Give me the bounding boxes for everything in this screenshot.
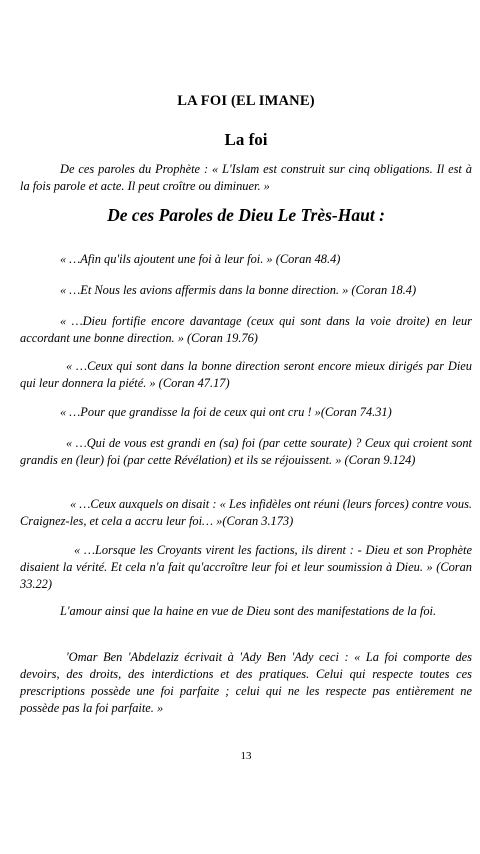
quote-paragraph-8: « …Lorsque les Croyants virent les factions, ils dirent : - Dieu et son Prophète disaient la vérité. Et cela n'a fait qu'accroître leur foi et leur soumission à Dieu. » (Coran 33.22): [20, 543, 472, 591]
quote-paragraph-1: « …Afin qu'ils ajoutent une foi à leur foi. » (Coran 48.4): [60, 252, 341, 266]
document-page: [20, 0, 472, 854]
page-number: 13: [240, 750, 252, 762]
page-title: LA FOI (EL IMANE): [177, 93, 315, 109]
quote-paragraph-4: « …Ceux qui sont dans la bonne direction seront encore mieux dirigés par Dieu qui leur donnera la piété. » (Coran 47.17): [20, 359, 472, 390]
closing-paragraph-2: 'Omar Ben 'Abdelaziz écrivait à 'Ady Ben 'Ady ceci : « La foi comporte des devoirs, des droits, des interdictions et des pratiques. Celui qui respecte toutes ces prescriptions possède une foi parfaite ; celui qui ne les respecte pas entièrement ne possède pas la foi parfaite. »: [20, 650, 472, 715]
page-subtitle: La foi: [224, 130, 268, 149]
intro-paragraph: De ces paroles du Prophète : « L'Islam est construit sur cinq obligations. Il est à la fois parole et acte. Il peut croître ou diminuer. »: [20, 162, 472, 193]
quote-paragraph-2: « …Et Nous les avions affermis dans la bonne direction. » (Coran 18.4): [60, 283, 417, 297]
quote-paragraph-6: « …Qui de vous est grandi en (sa) foi (par cette sourate) ? Ceux qui croient sont grandis en (leur) foi (par cette Révélation) et ils se réjouissent. » (Coran 9.124): [20, 436, 472, 467]
quote-paragraph-7: « …Ceux auxquels on disait : « Les infidèles ont réuni (leurs forces) contre vous. Craignez-les, et cela a accru leur foi… »(Coran 3.173): [20, 497, 472, 528]
quote-paragraph-5: « …Pour que grandisse la foi de ceux qui ont cru ! »(Coran 74.31): [60, 405, 392, 419]
closing-paragraph-1: L'amour ainsi que la haine en vue de Dieu sont des manifestations de la foi.: [60, 604, 437, 618]
quote-paragraph-3: « …Dieu fortifie encore davantage (ceux qui sont dans la voie droite) en leur accordant une bonne direction. » (Coran 19.76): [20, 314, 472, 345]
section-heading: De ces Paroles de Dieu Le Très-Haut :: [107, 205, 385, 225]
